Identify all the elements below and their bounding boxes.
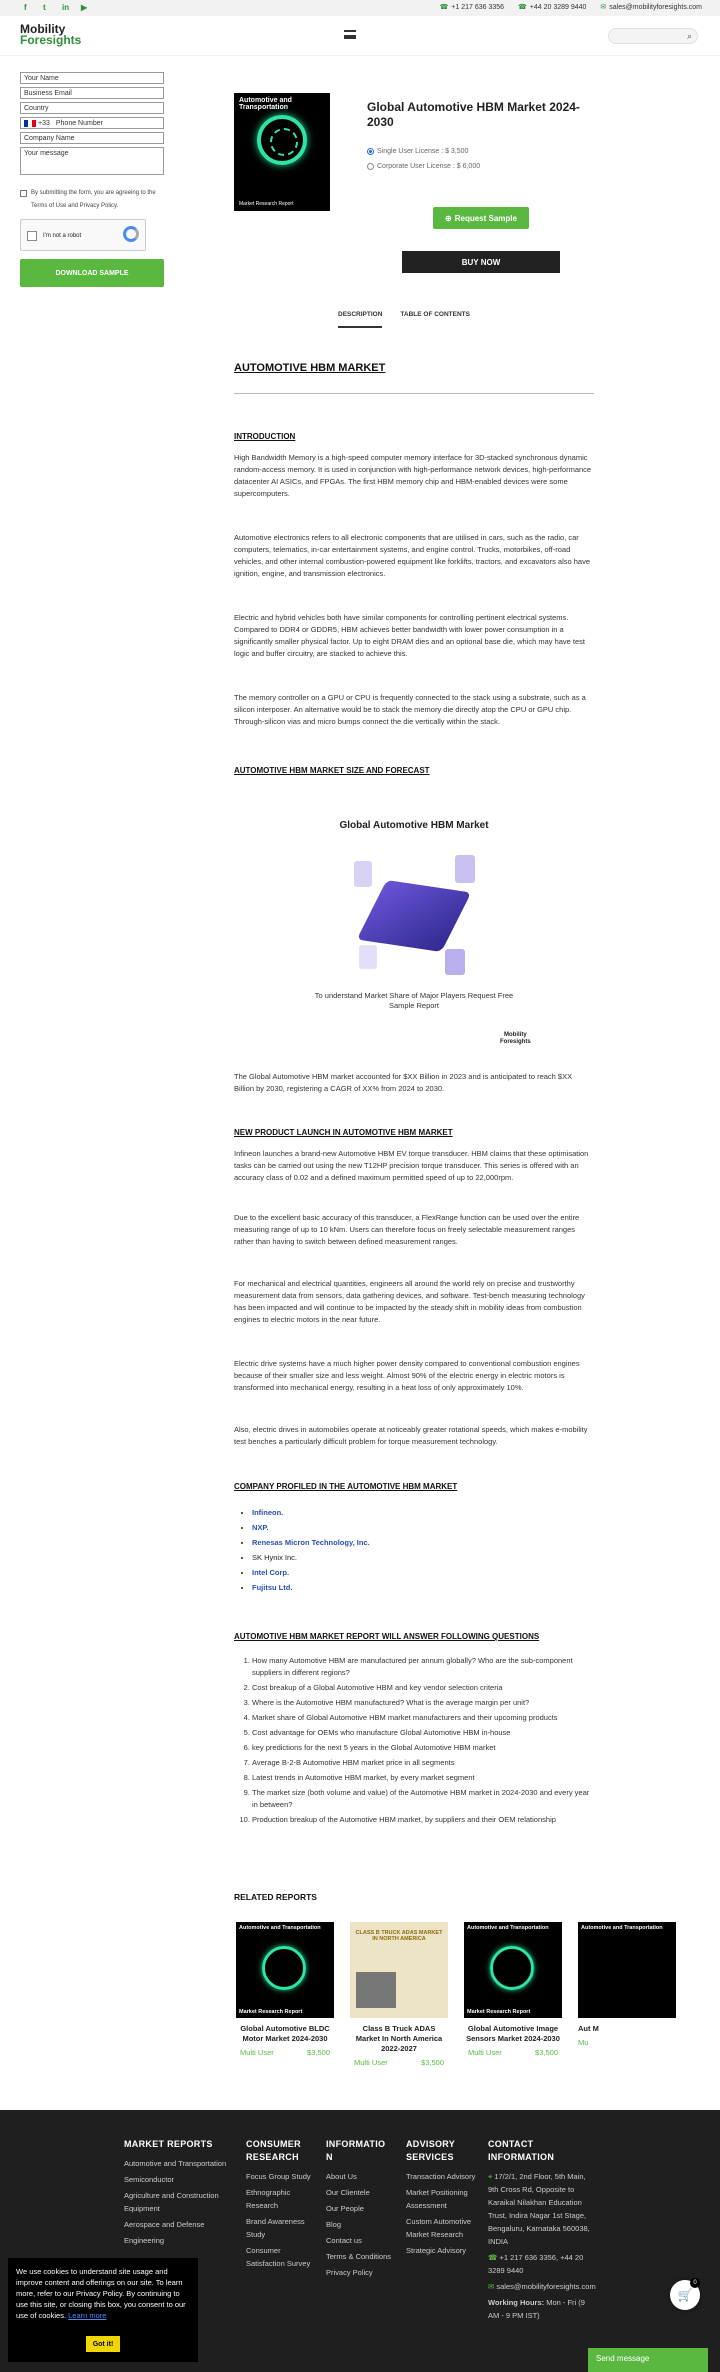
- youtube-icon[interactable]: ▶: [81, 3, 88, 12]
- country-field[interactable]: Country: [20, 102, 164, 114]
- footer-link[interactable]: Strategic Advisory: [406, 2246, 467, 2255]
- caption-line-2: Sample Report: [388, 1001, 440, 1010]
- divider: [234, 393, 594, 394]
- footer-link[interactable]: Our People: [326, 2204, 364, 2213]
- menu-hamburger-icon[interactable]: [344, 30, 356, 39]
- card-price: $3,500: [421, 2058, 444, 2067]
- related-card-image[interactable]: [464, 1922, 562, 2018]
- related-card-image[interactable]: [578, 1922, 676, 2018]
- cart-icon: 🛒: [677, 2288, 693, 2302]
- card-price: $3,500: [535, 2048, 558, 2057]
- footer-link[interactable]: Focus Group Study: [246, 2172, 311, 2181]
- footer-contact-information: [488, 2138, 596, 2325]
- card-price: $3,500: [307, 2048, 330, 2057]
- footer-information: [326, 2138, 394, 2282]
- card-price-row: [464, 2048, 562, 2057]
- search-icon: ⌕: [686, 31, 692, 41]
- buy-now-button[interactable]: BUY NOW: [402, 251, 560, 273]
- caption-line-1: To understand Market Share of Major Players Request Free: [314, 991, 514, 1000]
- paragraph-3: Electric and hybrid vehicles both have similar components for controlling pertinent electrical systems. Compared to DDR4 or GDDR5, HBM achieves better bandwidth with lower power consumption in a significantly smaller physical factor. Up to eight DRAM dies and an optional base die, which may have test logic and buffer circuitry, are stacked to achieve this.: [234, 613, 586, 658]
- sample-form: [20, 72, 164, 287]
- list-item[interactable]: [252, 1565, 370, 1580]
- list-item: 6. key predictions for the next 5 years in the Global Automotive HBM market: [252, 1742, 594, 1754]
- footer-phones-text: +1 217 636 3356, +44 20 3289 9440: [488, 2253, 584, 2275]
- list-item: 1. How many Automotive HBM are manufactured per annum globally? Who are the sub-component suppliers in different regions?: [252, 1655, 594, 1679]
- top-email[interactable]: [600, 3, 702, 11]
- cookie-banner: [8, 2258, 198, 2362]
- footer-market-reports: [124, 2138, 232, 2250]
- paragraph-10: Also, electric drives in automobiles operate at noticeably greater rotational speeds, which makes e-mobility test benches a particularly difficult problem for torque measurement technology.: [234, 1425, 588, 1446]
- footer-link[interactable]: Our Clientele: [326, 2188, 370, 2197]
- phone-icon: ☎: [439, 4, 449, 11]
- mail-icon: ✉: [600, 4, 607, 11]
- footer-link[interactable]: Privacy Policy: [326, 2268, 373, 2277]
- product-image-subtitle: Market Research Report: [239, 201, 294, 207]
- license-single-label: Single User License : $ 3,500: [377, 148, 469, 155]
- info-logo-line-2: Foresights: [500, 1039, 531, 1045]
- phone-icon: ☎: [488, 2253, 500, 2262]
- site-header: [0, 16, 720, 56]
- send-message-button[interactable]: Send message: [588, 2348, 708, 2372]
- paragraph-2: Automotive electronics refers to all electronic components that are utilised in cars, such as the radio, car computers, telematics, in-car entertainment systems, and engine control. Trucks, motorbikes, off-road vehicles, and other internal combustion-powered equipment like forklifts, tractors, and excavators also have ignition, engine, and transmission electronics.: [234, 533, 591, 578]
- license-corporate-label: Corporate User License : $ 6,000: [377, 163, 481, 170]
- list-item: 3. Where is the Automotive HBM manufactured? What is the average margin per unit?: [252, 1697, 594, 1709]
- footer-phones[interactable]: [488, 2251, 596, 2277]
- related-card[interactable]: [350, 1922, 448, 2067]
- facebook-icon[interactable]: f: [24, 3, 27, 12]
- footer-link[interactable]: Blog: [326, 2220, 342, 2229]
- message-field[interactable]: Your message: [20, 147, 164, 175]
- truck-icon: [356, 1972, 396, 2008]
- card-image-title: Automotive and Transportation: [581, 1925, 663, 1931]
- phone-1-text: +1 217 636 3356: [451, 4, 505, 11]
- company-name[interactable]: Infineon.: [252, 1508, 284, 1517]
- footer-address: [488, 2170, 596, 2248]
- list-item: 8. Latest trends in Automotive HBM market, by every market segment: [252, 1772, 594, 1784]
- card-user: Multi User: [354, 2058, 388, 2067]
- email-field[interactable]: Business Email: [20, 87, 164, 99]
- radio-icon[interactable]: [367, 163, 374, 170]
- paragraph-6: Infineon launches a brand-new Automotive HBM EV torque transducer. HBM claims that these optimisation tasks can be carried out using the new T12HP precision torque transducer. This series is offered with an accuracy class of 0.02 and a defined maximum permitted speed of up to 22,000rpm.: [234, 1149, 589, 1182]
- list-item[interactable]: [252, 1580, 370, 1595]
- footer-heading-line: N: [326, 2152, 333, 2162]
- license-single[interactable]: [367, 148, 468, 155]
- cart-button[interactable]: [670, 2280, 700, 2310]
- company-name: SK Hynix Inc.: [252, 1553, 298, 1562]
- footer-link[interactable]: Engineering: [124, 2236, 165, 2245]
- recaptcha-logo-icon: [123, 226, 139, 242]
- card-name[interactable]: Global Automotive BLDC Motor Market 2024-2030: [240, 2024, 330, 2043]
- top-phone-1[interactable]: [440, 3, 504, 11]
- footer-link[interactable]: Agriculture and Construction Equipment: [124, 2191, 219, 2213]
- phone-icon: ☎: [518, 4, 527, 11]
- analytics-illustration-icon: [349, 851, 479, 981]
- product-image-title: Automotive and Transportation: [239, 97, 292, 111]
- name-field[interactable]: Your Name: [20, 72, 164, 84]
- questions-list: [252, 1655, 594, 1829]
- card-user: Multi User: [240, 2048, 274, 2057]
- paragraph-9: Electric drive systems have a much higher power density compared to conventional combustion engines because of their smaller size and less weight. Almost 90% of the electric energy in electric motors is transformed into mechanical energy, resulting in a heat loss of only approximately 10%.: [234, 1359, 580, 1392]
- wheel-graphic-icon: [490, 1946, 534, 1990]
- footer-heading-line: INFORMATIO: [326, 2139, 386, 2149]
- company-name[interactable]: Fujitsu Ltd.: [252, 1583, 293, 1592]
- related-card-image[interactable]: [236, 1922, 334, 2018]
- intro-heading: INTRODUCTION: [234, 432, 296, 441]
- launch-heading: NEW PRODUCT LAUNCH IN AUTOMOTIVE HBM MARKET: [234, 1128, 453, 1137]
- infographic-title: Global Automotive HBM Market: [339, 820, 489, 831]
- wheel-graphic-icon: [262, 1946, 306, 1990]
- footer-consumer-research: [246, 2138, 316, 2273]
- footer-heading-line: SERVICES: [406, 2152, 454, 2162]
- paragraph-4: The memory controller on a GPU or CPU is frequently connected to the stack using a substrate, such as a silicon interposer. An alternative would be to stack the memory die directly atop the CPU or GPU chip. Through-silicon vias and micro bumps connect the die vertically within the stack.: [234, 693, 586, 726]
- footer-link[interactable]: Market Positioning Assessment: [406, 2188, 468, 2210]
- company-heading: COMPANY PROFILED IN THE AUTOMOTIVE HBM MARKET: [234, 1482, 458, 1491]
- list-item: [252, 1550, 370, 1565]
- footer-email[interactable]: [488, 2280, 596, 2293]
- recaptcha: [20, 219, 146, 251]
- company-field[interactable]: Company Name: [20, 132, 164, 144]
- footer-heading: [326, 2138, 394, 2164]
- logo-line-2: Foresights: [20, 33, 82, 47]
- card-user: Multi User: [468, 2048, 502, 2057]
- hours-text: Mon - Fri (9 AM - 9 PM IST): [488, 2298, 585, 2320]
- france-flag-icon[interactable]: [24, 120, 36, 127]
- footer-link[interactable]: Automotive and Transportation: [124, 2159, 227, 2168]
- content-tabs: [338, 311, 470, 328]
- market-infographic[interactable]: [234, 810, 594, 1050]
- footer-email-text: sales@mobilityforesights.com: [496, 2282, 596, 2291]
- questions-heading: AUTOMOTIVE HBM MARKET REPORT WILL ANSWER FOLLOWING QUESTIONS: [234, 1632, 540, 1641]
- footer-link[interactable]: Contact us: [326, 2236, 362, 2245]
- cookie-text: We use cookies to understand site usage and improve content and offerings on our site. To learn more, refer to our Privacy Policy. By continuing to use this site, or closing this box, you consent to our use of cookies.: [16, 2267, 186, 2320]
- logo-line-1: Mobility: [20, 22, 66, 36]
- footer-link[interactable]: Ethnographic Research: [246, 2188, 291, 2210]
- social-links: [24, 3, 90, 12]
- top-phone-2[interactable]: [518, 3, 586, 11]
- related-card[interactable]: [464, 1922, 562, 2057]
- footer-link[interactable]: Terms & Conditions: [326, 2252, 392, 2261]
- learn-more-link[interactable]: Learn more: [68, 2311, 107, 2320]
- list-item: 7. Average B-2-B Automotive HBM market price in all segments: [252, 1757, 594, 1769]
- company-name[interactable]: Intel Corp.: [252, 1568, 290, 1577]
- infographic-caption: [234, 991, 594, 1011]
- size-heading: AUTOMOTIVE HBM MARKET SIZE AND FORECAST: [234, 766, 430, 775]
- request-sample-button[interactable]: [433, 207, 529, 229]
- list-item: 9. The market size (both volume and value) of the Automotive HBM market in 2024-2030 and every year in between?: [252, 1787, 594, 1811]
- card-name[interactable]: Global Automotive Image Sensors Market 2024-2030: [466, 2024, 560, 2043]
- info-logo-line-1: Mobility: [504, 1032, 527, 1038]
- top-contacts: [440, 3, 702, 11]
- footer-heading: [488, 2138, 596, 2164]
- captcha-checkbox[interactable]: [27, 231, 37, 241]
- company-name[interactable]: Renesas Micron Technology, Inc.: [252, 1538, 370, 1547]
- card-image-sub: Market Research Report: [467, 2009, 531, 2015]
- footer-link[interactable]: Transaction Advisory: [406, 2172, 476, 2181]
- license-corporate[interactable]: [367, 163, 480, 170]
- infographic-logo: [500, 1032, 531, 1046]
- company-list: [252, 1505, 370, 1595]
- email-text: sales@mobilityforesights.com: [609, 4, 702, 11]
- card-image-title: CLASS B TRUCK ADAS MARKET IN NORTH AMERICA: [355, 1930, 443, 1942]
- captcha-label: I'm not a robot: [43, 233, 82, 239]
- card-name[interactable]: Class B Truck ADAS Market In North America 2022-2027: [355, 2024, 443, 2053]
- footer-heading-line: CONTACT: [488, 2139, 534, 2149]
- footer-heading-line: RESEARCH: [246, 2152, 299, 2162]
- footer-address-text: 17/2/1, 2nd Floor, 5th Main, 9th Cross Rd, Opposite to Karaikal Nilakhan Education Trust, Indira Nagar 1st Stage, Bengaluru, Karnataka 560038, INDIA: [488, 2172, 590, 2246]
- card-image-sub: Market Research Report: [239, 2009, 303, 2015]
- list-item: 2. Cost breakup of a Global Automotive HBM and key vendor selection criteria: [252, 1682, 594, 1694]
- list-item: 5. Cost advantage for OEMs who manufacture Global Automotive HBM in-house: [252, 1727, 594, 1739]
- twitter-icon[interactable]: t: [43, 3, 46, 12]
- radio-selected-icon[interactable]: [367, 148, 374, 155]
- list-item[interactable]: [252, 1505, 370, 1520]
- related-card-partial-clip: [578, 1922, 663, 2062]
- footer-heading-line: ADVISORY: [406, 2139, 456, 2149]
- product-image: [234, 93, 330, 211]
- request-sample-label: Request Sample: [454, 213, 517, 223]
- card-image-title: Automotive and Transportation: [467, 1925, 549, 1931]
- product-title: Global Automotive HBM Market 2024-2030: [367, 100, 580, 129]
- list-item[interactable]: [252, 1535, 370, 1550]
- card-price-row: [236, 2048, 334, 2057]
- footer-advisory-services: [406, 2138, 478, 2260]
- footer-link[interactable]: Semiconductor: [124, 2175, 175, 2184]
- footer-link[interactable]: Consumer Satisfaction Survey: [246, 2246, 311, 2268]
- terms-text: By submitting the form, you are agreeing to the Terms of Use and Privacy Policy.: [31, 190, 156, 209]
- page-title: AUTOMOTIVE HBM MARKET: [234, 362, 386, 374]
- footer-heading: MARKET REPORTS: [124, 2139, 213, 2149]
- cart-count-badge: 0: [690, 2278, 700, 2288]
- card-name[interactable]: Aut M: [578, 2024, 599, 2033]
- footer-link[interactable]: Custom Automotive Market Research: [406, 2217, 472, 2239]
- related-card-image[interactable]: [350, 1922, 448, 2018]
- phone-field[interactable]: [20, 117, 164, 129]
- card-user: Mu: [578, 2038, 589, 2047]
- footer-heading: [406, 2138, 478, 2164]
- footer-link[interactable]: Aerospace and Defense: [124, 2220, 205, 2229]
- site-logo[interactable]: [20, 24, 81, 46]
- location-icon: ⌖: [488, 2172, 495, 2181]
- phone-2-text: +44 20 3289 9440: [529, 4, 587, 11]
- footer-link[interactable]: About Us: [326, 2172, 357, 2181]
- paragraph-5: The Global Automotive HBM market accounted for $XX Billion in 2023 and is anticipated to reach $XX Billion by 2030, registering a CAGR of XX% from 2024 to 2030.: [234, 1072, 573, 1093]
- terms-checkbox[interactable]: [20, 190, 27, 197]
- hours-label: Working Hours:: [488, 2298, 545, 2307]
- footer-link[interactable]: Brand Awareness Study: [246, 2217, 305, 2239]
- list-item[interactable]: [252, 1520, 370, 1535]
- footer-heading-line: CONSUMER: [246, 2139, 301, 2149]
- mail-icon: ✉: [488, 2282, 497, 2291]
- related-card[interactable]: [236, 1922, 334, 2057]
- card-price-row: [350, 2058, 448, 2067]
- card-price-row: [578, 2038, 676, 2047]
- linkedin-icon[interactable]: in: [62, 3, 70, 12]
- search-input[interactable]: [608, 28, 698, 44]
- list-item: 10. Production breakup of the Automotive HBM market, by suppliers and their OEM relationship: [252, 1814, 594, 1826]
- download-sample-button[interactable]: DOWNLOAD SAMPLE: [20, 259, 164, 287]
- footer-heading: [246, 2138, 316, 2164]
- list-item: 4. Market share of Global Automotive HBM market manufacturers and their upcoming products: [252, 1712, 594, 1724]
- company-name[interactable]: NXP.: [252, 1523, 269, 1532]
- footer-heading-line: INFORMATION: [488, 2152, 555, 2162]
- card-image-title: Automotive and Transportation: [239, 1925, 321, 1931]
- tab-table-of-contents[interactable]: TABLE OF CONTENTS: [400, 311, 470, 318]
- dial-code: +33: [38, 119, 50, 127]
- tab-description[interactable]: DESCRIPTION: [338, 311, 382, 328]
- footer-hours: [488, 2296, 596, 2322]
- phone-placeholder: Phone Number: [55, 119, 103, 127]
- top-bar: [0, 0, 720, 16]
- paragraph-1: High Bandwidth Memory is a high-speed computer memory interface for 3D-stacked synchronous dynamic random-access memory. It is used in conjunction with high-performance network devices, high-performance datacenter AI ASICs, and FPGAs. The first HBM memory chip and HBM-enabled devices were some supercomputers.: [234, 453, 592, 498]
- related-reports-heading: RELATED REPORTS: [234, 1892, 317, 1902]
- wheel-graphic-icon: [257, 115, 307, 165]
- plus-icon: ⊕: [445, 213, 452, 223]
- terms-agreement: [20, 187, 164, 213]
- paragraph-8: For mechanical and electrical quantities, engineers all around the world rely on precise and trustworthy measurement data from sensors, data gathering devices, and software. Test-bench measuring technology has been impacted and will continue to be impacted by the steady shift in mobility ideas from combustion engines to electric motors in the near future.: [234, 1279, 585, 1324]
- related-card[interactable]: [578, 1922, 676, 2047]
- paragraph-7: Due to the excellent basic accuracy of this transducer, a FlexRange function can be used over the entire measuring range of up to 10 kNm. Users can therefore focus on freely selectable measurement ranges rather than having to switch between defined measurement ranges.: [234, 1213, 580, 1246]
- cookie-accept-button[interactable]: Got it!: [86, 2336, 120, 2352]
